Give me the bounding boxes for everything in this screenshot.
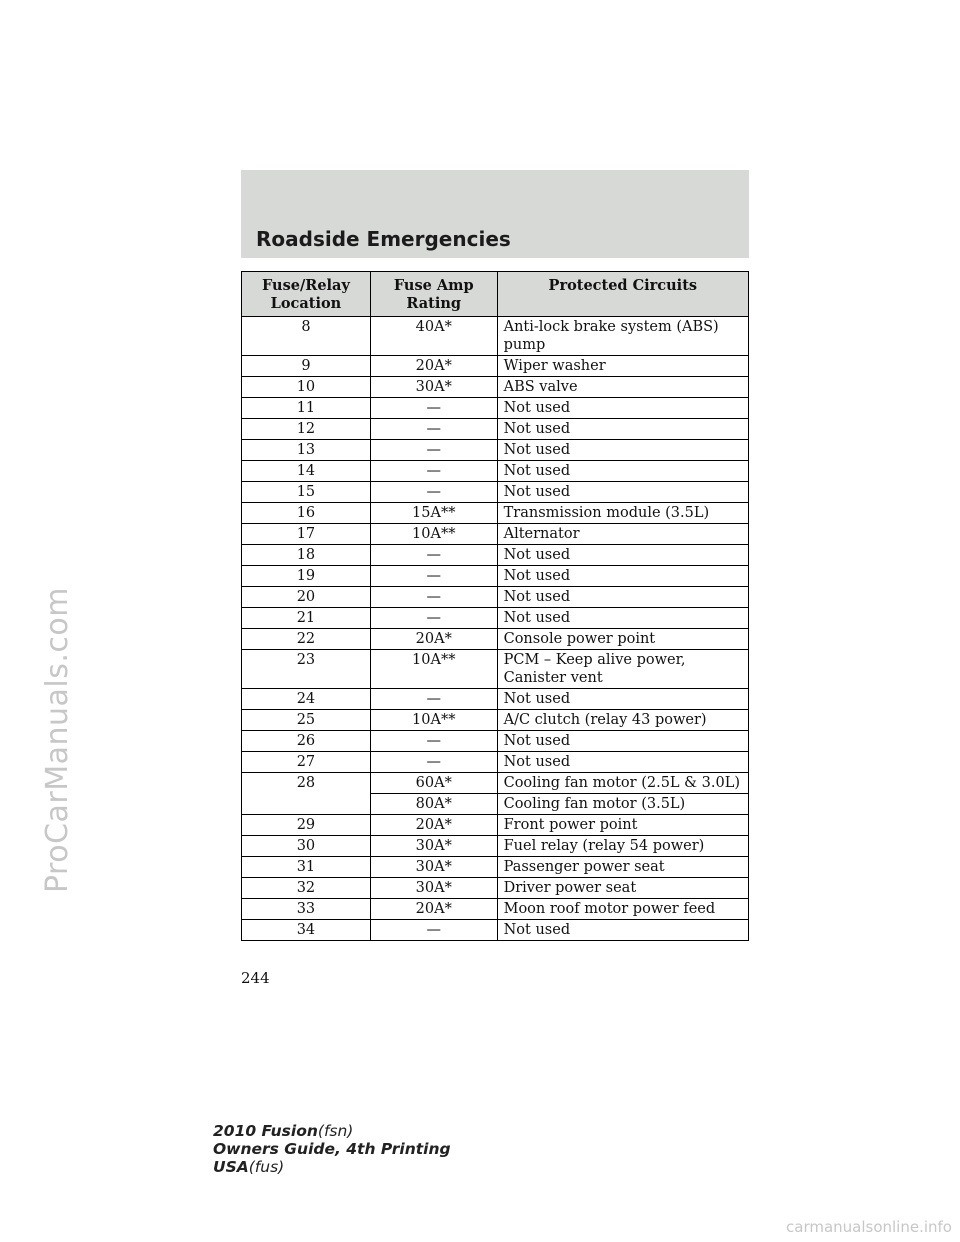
cell-rating: — xyxy=(370,920,497,941)
cell-rating: 40A* xyxy=(370,317,497,356)
table-row xyxy=(242,815,749,836)
cell-circuit: Not used xyxy=(497,608,748,629)
table-row xyxy=(242,356,749,377)
cell-rating: — xyxy=(370,752,497,773)
cell-circuit: PCM – Keep alive power, Canister vent xyxy=(497,650,748,689)
cell-rating: — xyxy=(370,731,497,752)
cell-rating: 20A* xyxy=(370,356,497,377)
cell-location: 33 xyxy=(242,899,371,920)
footer-line-3: USA(fus) xyxy=(213,1158,285,1176)
cell-circuit: Passenger power seat xyxy=(497,857,748,878)
cell-rating: 10A** xyxy=(370,710,497,731)
table-row xyxy=(242,710,749,731)
cell-location: 29 xyxy=(242,815,371,836)
cell-location: 31 xyxy=(242,857,371,878)
cell-rating: 20A* xyxy=(370,629,497,650)
cell-circuit: Not used xyxy=(497,566,748,587)
cell-rating: 10A** xyxy=(370,524,497,545)
footer xyxy=(213,1122,451,1176)
cell-circuit: Not used xyxy=(497,440,748,461)
header-circuits: Protected Circuits xyxy=(497,272,748,317)
table-row xyxy=(242,689,749,710)
table-row xyxy=(242,524,749,545)
cell-circuit: Front power point xyxy=(497,815,748,836)
cell-rating: 30A* xyxy=(370,878,497,899)
table-row xyxy=(242,836,749,857)
footer-line-2: Owners Guide, 4th Printing xyxy=(213,1140,451,1158)
table-row xyxy=(242,440,749,461)
table-row xyxy=(242,566,749,587)
cell-location: 19 xyxy=(242,566,371,587)
cell-rating: 30A* xyxy=(370,377,497,398)
table-row xyxy=(242,899,749,920)
cell-location: 8 xyxy=(242,317,371,356)
cell-location: 27 xyxy=(242,752,371,773)
cell-rating: 20A* xyxy=(370,899,497,920)
cell-circuit: Anti-lock brake system (ABS) pump xyxy=(497,317,748,356)
cell-rating: — xyxy=(370,566,497,587)
fuse-table xyxy=(241,271,749,941)
cell-rating: — xyxy=(370,461,497,482)
table-row xyxy=(242,587,749,608)
cell-location: 17 xyxy=(242,524,371,545)
table-row xyxy=(242,608,749,629)
section-header xyxy=(241,170,749,258)
cell-location: 32 xyxy=(242,878,371,899)
cell-circuit: A/C clutch (relay 43 power) xyxy=(497,710,748,731)
cell-rating: — xyxy=(370,398,497,419)
header-location: Fuse/Relay Location xyxy=(242,272,371,317)
cell-location: 25 xyxy=(242,710,371,731)
cell-location: 20 xyxy=(242,587,371,608)
table-row xyxy=(242,752,749,773)
cell-rating: 10A** xyxy=(370,650,497,689)
cell-rating: 30A* xyxy=(370,836,497,857)
fuse-table-header xyxy=(242,272,749,317)
bottom-watermark: carmanualsonline.info xyxy=(786,1218,952,1236)
cell-circuit: Alternator xyxy=(497,524,748,545)
table-row xyxy=(242,773,749,794)
table-row xyxy=(242,857,749,878)
cell-location: 23 xyxy=(242,650,371,689)
cell-circuit: Not used xyxy=(497,731,748,752)
cell-location: 21 xyxy=(242,608,371,629)
table-row xyxy=(242,419,749,440)
fuse-table-body xyxy=(242,317,749,941)
table-row xyxy=(242,878,749,899)
cell-rating: 20A* xyxy=(370,815,497,836)
cell-circuit: Driver power seat xyxy=(497,878,748,899)
cell-location: 18 xyxy=(242,545,371,566)
table-row xyxy=(242,545,749,566)
cell-circuit: Fuel relay (relay 54 power) xyxy=(497,836,748,857)
side-watermark: ProCarManuals.com xyxy=(40,586,75,894)
cell-location: 30 xyxy=(242,836,371,857)
cell-circuit: Moon roof motor power feed xyxy=(497,899,748,920)
cell-location: 13 xyxy=(242,440,371,461)
cell-location: 15 xyxy=(242,482,371,503)
cell-rating: — xyxy=(370,608,497,629)
section-title: Roadside Emergencies xyxy=(256,227,511,251)
table-row xyxy=(242,398,749,419)
table-row xyxy=(242,482,749,503)
cell-circuit: Not used xyxy=(497,545,748,566)
cell-location: 12 xyxy=(242,419,371,440)
cell-location: 16 xyxy=(242,503,371,524)
table-row xyxy=(242,317,749,356)
cell-circuit: Cooling fan motor (3.5L) xyxy=(497,794,748,815)
cell-circuit: Console power point xyxy=(497,629,748,650)
cell-location: 10 xyxy=(242,377,371,398)
cell-location: 22 xyxy=(242,629,371,650)
cell-circuit: Cooling fan motor (2.5L & 3.0L) xyxy=(497,773,748,794)
table-row xyxy=(242,461,749,482)
cell-circuit: Not used xyxy=(497,461,748,482)
cell-location: 28 xyxy=(242,773,371,815)
header-rating: Fuse Amp Rating xyxy=(370,272,497,317)
cell-circuit: Not used xyxy=(497,752,748,773)
cell-location: 11 xyxy=(242,398,371,419)
cell-rating: — xyxy=(370,545,497,566)
cell-rating: 60A* xyxy=(370,773,497,794)
cell-rating: — xyxy=(370,440,497,461)
cell-location: 26 xyxy=(242,731,371,752)
cell-rating: — xyxy=(370,587,497,608)
cell-circuit: Transmission module (3.5L) xyxy=(497,503,748,524)
table-row xyxy=(242,629,749,650)
table-row xyxy=(242,650,749,689)
footer-line-1: 2010 Fusion(fsn) xyxy=(213,1122,354,1140)
cell-rating: 80A* xyxy=(370,794,497,815)
cell-circuit: Not used xyxy=(497,689,748,710)
cell-circuit: Not used xyxy=(497,419,748,440)
cell-rating: — xyxy=(370,689,497,710)
table-row xyxy=(242,731,749,752)
cell-circuit: Not used xyxy=(497,587,748,608)
cell-circuit: Not used xyxy=(497,920,748,941)
page-number: 244 xyxy=(241,969,270,987)
table-row xyxy=(242,503,749,524)
cell-location: 34 xyxy=(242,920,371,941)
cell-location: 24 xyxy=(242,689,371,710)
cell-rating: 15A** xyxy=(370,503,497,524)
cell-rating: — xyxy=(370,482,497,503)
table-row xyxy=(242,377,749,398)
cell-rating: — xyxy=(370,419,497,440)
cell-circuit: Not used xyxy=(497,398,748,419)
table-row xyxy=(242,920,749,941)
cell-location: 9 xyxy=(242,356,371,377)
cell-circuit: ABS valve xyxy=(497,377,748,398)
cell-circuit: Wiper washer xyxy=(497,356,748,377)
cell-rating: 30A* xyxy=(370,857,497,878)
cell-location: 14 xyxy=(242,461,371,482)
cell-circuit: Not used xyxy=(497,482,748,503)
